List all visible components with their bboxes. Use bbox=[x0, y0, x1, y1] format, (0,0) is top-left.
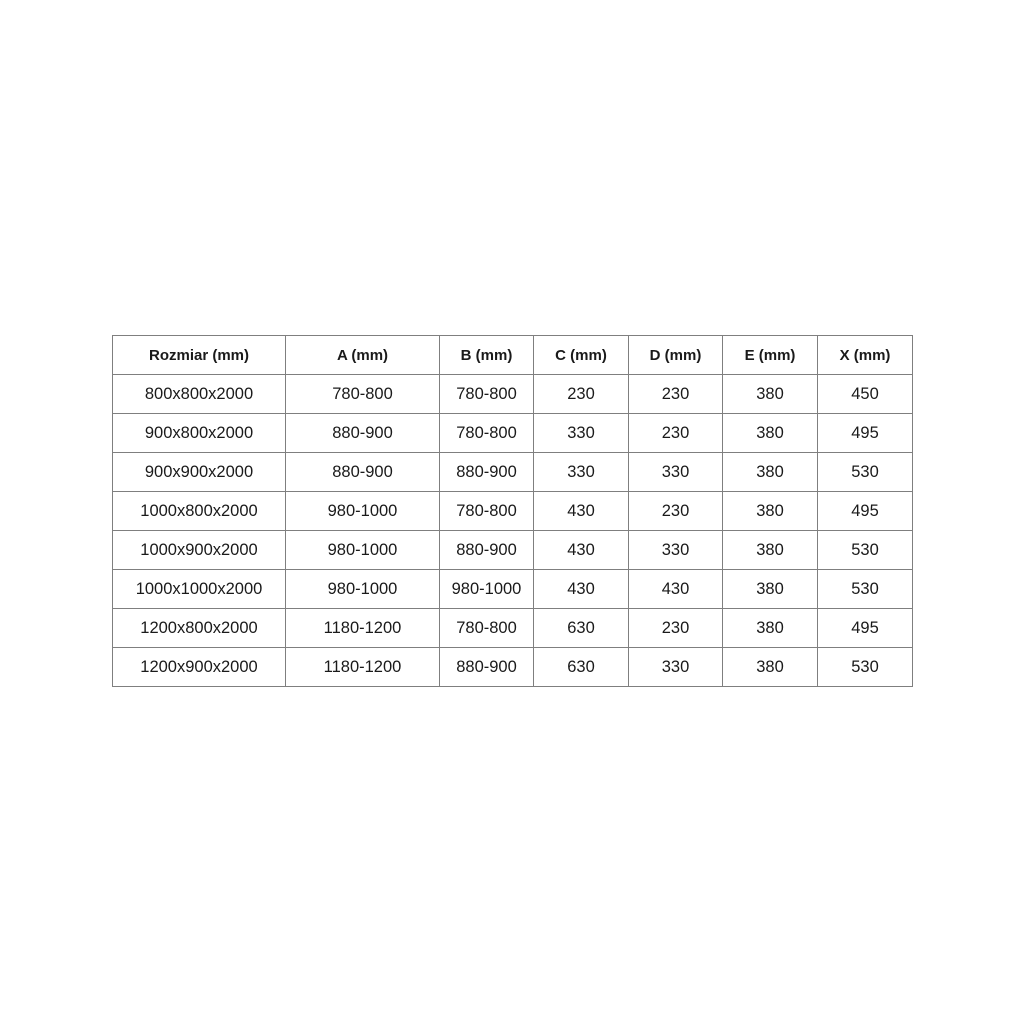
cell-d: 330 bbox=[629, 648, 723, 687]
cell-e: 380 bbox=[723, 492, 818, 531]
cell-e: 380 bbox=[723, 570, 818, 609]
cell-c: 330 bbox=[534, 453, 629, 492]
cell-e: 380 bbox=[723, 414, 818, 453]
cell-c: 230 bbox=[534, 375, 629, 414]
table-row bbox=[113, 648, 913, 687]
table-row bbox=[113, 609, 913, 648]
header-b: B (mm) bbox=[440, 336, 534, 375]
header-rozmiar: Rozmiar (mm) bbox=[113, 336, 286, 375]
cell-rozmiar: 1200x800x2000 bbox=[113, 609, 286, 648]
cell-b: 780-800 bbox=[440, 609, 534, 648]
cell-b: 880-900 bbox=[440, 648, 534, 687]
cell-x: 530 bbox=[818, 570, 913, 609]
header-x: X (mm) bbox=[818, 336, 913, 375]
cell-d: 230 bbox=[629, 609, 723, 648]
cell-b: 880-900 bbox=[440, 531, 534, 570]
cell-rozmiar: 900x800x2000 bbox=[113, 414, 286, 453]
header-c: C (mm) bbox=[534, 336, 629, 375]
table-row bbox=[113, 570, 913, 609]
cell-d: 230 bbox=[629, 375, 723, 414]
cell-a: 1180-1200 bbox=[286, 648, 440, 687]
table-row bbox=[113, 414, 913, 453]
cell-rozmiar: 1000x1000x2000 bbox=[113, 570, 286, 609]
cell-a: 780-800 bbox=[286, 375, 440, 414]
cell-a: 980-1000 bbox=[286, 570, 440, 609]
cell-a: 980-1000 bbox=[286, 531, 440, 570]
cell-rozmiar: 1000x900x2000 bbox=[113, 531, 286, 570]
table-row bbox=[113, 492, 913, 531]
cell-c: 430 bbox=[534, 570, 629, 609]
header-e: E (mm) bbox=[723, 336, 818, 375]
cell-d: 430 bbox=[629, 570, 723, 609]
cell-x: 530 bbox=[818, 531, 913, 570]
cell-c: 630 bbox=[534, 609, 629, 648]
cell-c: 430 bbox=[534, 492, 629, 531]
table-row bbox=[113, 453, 913, 492]
cell-d: 230 bbox=[629, 414, 723, 453]
cell-e: 380 bbox=[723, 648, 818, 687]
cell-c: 630 bbox=[534, 648, 629, 687]
cell-x: 450 bbox=[818, 375, 913, 414]
cell-e: 380 bbox=[723, 375, 818, 414]
header-a: A (mm) bbox=[286, 336, 440, 375]
table-header-row bbox=[113, 336, 913, 375]
cell-x: 495 bbox=[818, 492, 913, 531]
cell-b: 780-800 bbox=[440, 414, 534, 453]
cell-rozmiar: 900x900x2000 bbox=[113, 453, 286, 492]
cell-a: 980-1000 bbox=[286, 492, 440, 531]
cell-rozmiar: 800x800x2000 bbox=[113, 375, 286, 414]
cell-d: 230 bbox=[629, 492, 723, 531]
cell-b: 780-800 bbox=[440, 492, 534, 531]
cell-rozmiar: 1200x900x2000 bbox=[113, 648, 286, 687]
cell-d: 330 bbox=[629, 531, 723, 570]
cell-x: 495 bbox=[818, 609, 913, 648]
cell-x: 495 bbox=[818, 414, 913, 453]
cell-rozmiar: 1000x800x2000 bbox=[113, 492, 286, 531]
cell-a: 1180-1200 bbox=[286, 609, 440, 648]
cell-e: 380 bbox=[723, 609, 818, 648]
cell-e: 380 bbox=[723, 453, 818, 492]
cell-c: 330 bbox=[534, 414, 629, 453]
cell-e: 380 bbox=[723, 531, 818, 570]
cell-a: 880-900 bbox=[286, 453, 440, 492]
table-row bbox=[113, 531, 913, 570]
table-row bbox=[113, 375, 913, 414]
cell-a: 880-900 bbox=[286, 414, 440, 453]
header-d: D (mm) bbox=[629, 336, 723, 375]
cell-x: 530 bbox=[818, 453, 913, 492]
cell-b: 780-800 bbox=[440, 375, 534, 414]
cell-d: 330 bbox=[629, 453, 723, 492]
cell-b: 880-900 bbox=[440, 453, 534, 492]
cell-b: 980-1000 bbox=[440, 570, 534, 609]
cell-c: 430 bbox=[534, 531, 629, 570]
cell-x: 530 bbox=[818, 648, 913, 687]
dimensions-table bbox=[112, 335, 913, 687]
